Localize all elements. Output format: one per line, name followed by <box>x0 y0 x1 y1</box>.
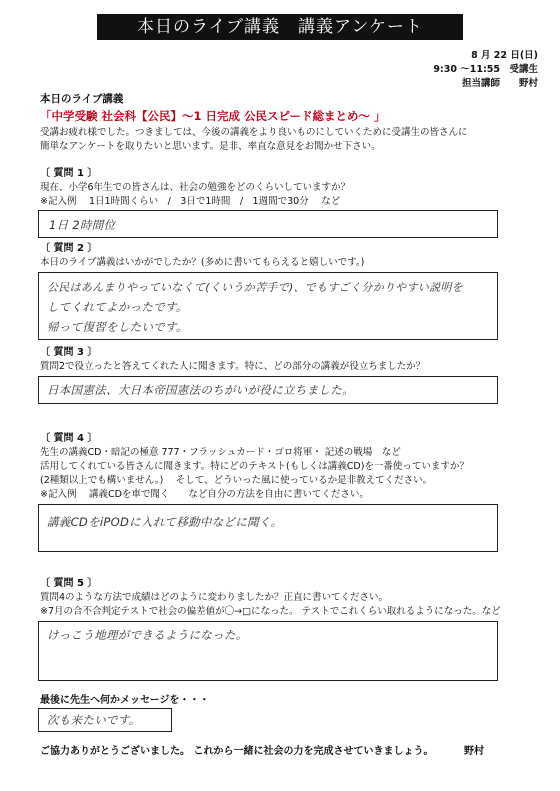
message-answer: 次も来たいです。 <box>47 713 141 727</box>
q3-label: 〔 質問 3 〕 <box>40 347 98 358</box>
intro-line-1: 受講お疲れ様でした。つきましては、今後の講義をより良いものにしていくために受講生の皆さんに <box>40 127 468 138</box>
lecture-title: 「中学受験 社会科【公民】～1 日完成 公民スピード総まとめ～ 」 <box>40 109 386 123</box>
q1-text-1: 現在、小学6年生での皆さんは、社会の勉強をどのくらいしていますか？ <box>40 182 351 193</box>
q5-answer-box[interactable] <box>38 621 498 681</box>
q3-answer-box[interactable] <box>38 376 498 404</box>
survey-title: 本日のライブ講義 講義アンケート <box>97 14 463 40</box>
q4-text-2: 活用してくれている皆さんに聞きます。特にどのテキスト(もしくは講義CD)を一番使っていますか？ <box>40 461 469 472</box>
q4-label: 〔 質問 4 〕 <box>40 433 98 444</box>
q3-text-1: 質問2で役立ったと答えてくれた人に聞きます。特に、どの部分の講義が役立ちましたか？ <box>40 361 426 372</box>
q5-label: 〔 質問 5 〕 <box>40 578 98 589</box>
time-label: 9:30 ～11:55 受講生 <box>433 64 538 75</box>
q2-answer-line-2: してくれてよかったです。 <box>47 300 188 314</box>
lecture-heading: 本日のライブ講義 <box>40 93 124 105</box>
date: 8 月 22 日(日) <box>471 50 538 61</box>
q2-answer-line-3: 帰って復習をしたいです。 <box>47 320 188 334</box>
footer-thanks: ご協力ありがとうございました。 これから一緒に社会の力を完成させていきましょう。 <box>40 746 434 757</box>
q2-text-1: 本日のライブ講義はいかがでしたか？(多めに書いてもらえると嬉しいです。) <box>40 257 365 268</box>
q2-answer-line-1: 公民はあんまりやっていなくて(くいうか苦手で)、でもすごく分かりやすい説明を <box>47 281 463 294</box>
q4-answer-box[interactable] <box>38 504 498 552</box>
q4-text-4: ※記入例 講義CDを車で聞く など自分の方法を自由に書いてください。 <box>40 489 369 500</box>
intro-line-2: 簡単なアンケートを取りたいと思います。是非、率直な意見をお聞かせ下さい。 <box>40 141 381 152</box>
q2-label: 〔 質問 2 〕 <box>40 243 98 254</box>
message-answer-box[interactable] <box>38 708 172 732</box>
q5-answer: けっこう地理ができるようになった。 <box>47 628 248 642</box>
q1-answer-box[interactable] <box>38 210 498 238</box>
q5-text-1: 質問4のような方法で成績はどのように変わりましたか？正直に書いてください。 <box>40 592 389 603</box>
q1-text-2: ※記入例 1日1時間くらい / 3日で1時間 / 1週間で30分 など <box>40 196 341 207</box>
q4-answer: 講義CDをiPODに入れて移動中などに聞く。 <box>47 515 283 529</box>
message-prompt: 最後に先生へ何かメッセージを・・・ <box>40 695 210 706</box>
q4-text-3: (2種類以上でも構いません。) そして、どういった風に使っているか是非教えてください。 <box>40 475 433 486</box>
q4-text-1: 先生の講義CD・暗記の極意 777・フラッシュカード・ゴロ将軍・ 記述の戦場 など <box>40 447 401 458</box>
q2-answer-box[interactable] <box>38 272 498 340</box>
signature: 野村 <box>464 746 484 757</box>
q5-text-2: ※7月の合不合判定テストで社会の偏差値が〇→□になった。 テストでこれくらい取れるようになった。など <box>40 606 501 617</box>
teacher-label: 担当講師 野村 <box>461 78 538 89</box>
q1-label: 〔 質問 1 〕 <box>40 168 98 179</box>
q3-answer: 日本国憲法、大日本帝国憲法のちがいが役に立ちました。 <box>47 383 354 397</box>
q1-answer: 1日 2時間位 <box>49 218 116 232</box>
